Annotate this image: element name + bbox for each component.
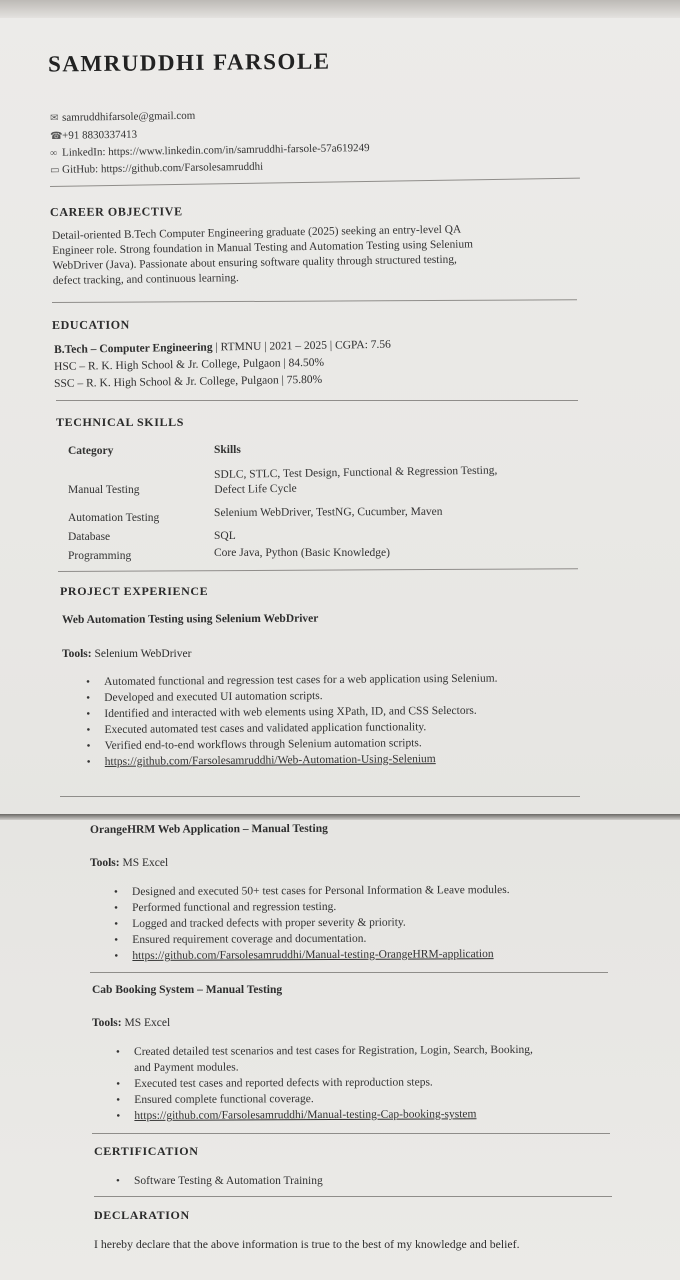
objective-line: Detail-oriented B.Tech Computer Engineering graduate (2025) seeking an entry-level QA — [52, 223, 462, 242]
career-objective-text — [52, 221, 593, 289]
skills-value: Selenium WebDriver, TestNG, Cucumber, Maven — [214, 505, 443, 519]
skills-category: Manual Testing — [68, 484, 140, 496]
project-title: OrangeHRM Web Application – Manual Testing — [90, 822, 328, 836]
list-item: • Automated functional and regression test cases for a web application using Selenium. — [104, 671, 498, 690]
project-bullets — [104, 671, 498, 770]
list-item: • Executed automated test cases and validated application functionality. — [104, 719, 498, 738]
list-item: • Ensured requirement coverage and documentation. — [132, 930, 510, 948]
github-icon: ▭ — [50, 164, 60, 176]
certification-list — [134, 1173, 323, 1189]
education-btech: B.Tech – Computer Engineering | RTMNU | 2021 – 2025 | CGPA: 7.56 — [54, 338, 391, 356]
education-hsc: HSC – R. K. High School & Jr. College, Pulgaon | 84.50% — [54, 356, 325, 373]
project-bullets — [134, 1042, 533, 1124]
contact-github[interactable]: ▭ GitHub: https://github.com/Farsolesamruddhi — [50, 160, 264, 176]
technical-skills-heading: TECHNICAL SKILLS — [56, 415, 184, 429]
divider — [58, 568, 578, 572]
list-item: • Performed functional and regression testing. — [132, 898, 510, 916]
project-link[interactable]: • https://github.com/Farsolesamruddhi/Manual-testing-OrangeHRM-application — [132, 946, 510, 964]
list-item: • Executed test cases and reported defects with reproduction steps. — [134, 1074, 533, 1092]
education-heading: EDUCATION — [52, 317, 130, 332]
objective-line: WebDriver (Java). Passionate about ensuring software quality through structured testing, — [52, 253, 457, 272]
divider — [52, 299, 577, 303]
divider — [56, 400, 578, 401]
contact-phone: ☎+91 8830337413 — [50, 128, 138, 142]
skills-category: Automation Testing — [68, 512, 160, 524]
list-item: • Identified and interacted with web elements using XPath, ID, and CSS Selectors. — [104, 703, 498, 722]
candidate-name: SAMRUDDHI FARSOLE — [47, 48, 331, 77]
divider — [50, 178, 580, 187]
skills-value: Core Java, Python (Basic Knowledge) — [214, 547, 390, 559]
skills-category: Database — [68, 531, 111, 543]
declaration-heading: DECLARATION — [94, 1208, 190, 1222]
contact-email[interactable]: ✉ samruddhifarsole@gmail.com — [50, 109, 196, 124]
list-item: • Verified end-to-end workflows through Selenium automation scripts. — [105, 735, 499, 754]
list-item: • Software Testing & Automation Training — [134, 1173, 323, 1189]
list-item: • Developed and executed UI automation scripts. — [104, 687, 498, 706]
project-title: Web Automation Testing using Selenium WebDriver — [62, 612, 319, 626]
skills-value: SDLC, STLC, Test Design, Functional & Regression Testing, Defect Life Cycle — [214, 464, 498, 496]
objective-line: defect tracking, and continuous learning. — [52, 272, 239, 287]
divider — [92, 1133, 610, 1134]
skills-value: SQL — [214, 530, 236, 542]
email-icon: ✉ — [50, 112, 59, 124]
list-item: • Created detailed test scenarios and test cases for Registration, Login, Search, Booking, — [134, 1042, 533, 1060]
paper-top-shadow — [0, 0, 680, 18]
project-tools: Tools: MS Excel — [92, 1017, 171, 1029]
list-item: • Designed and executed 50+ test cases for Personal Information & Leave modules. — [132, 882, 510, 900]
phone-icon: ☎ — [50, 130, 63, 142]
objective-line: Engineer role. Strong foundation in Manual Testing and Automation Testing using Selenium — [52, 238, 474, 257]
declaration-text: I hereby declare that the above information is true to the best of my knowledge and belief. — [94, 1237, 520, 1251]
project-tools: Tools: MS Excel — [90, 857, 169, 869]
list-item: • Logged and tracked defects with proper severity & priority. — [132, 914, 510, 932]
education-ssc: SSC – R. K. High School & Jr. College, Pulgaon | 75.80% — [54, 373, 323, 390]
career-objective-heading: CAREER OBJECTIVE — [50, 204, 183, 219]
skills-col-category: Category — [68, 445, 114, 457]
skills-col-skills: Skills — [214, 444, 241, 456]
divider — [60, 796, 580, 797]
project-title: Cab Booking System – Manual Testing — [92, 984, 283, 996]
project-bullets — [132, 882, 510, 964]
divider — [94, 1196, 612, 1197]
skills-category: Programming — [68, 550, 132, 562]
divider — [90, 972, 608, 973]
list-item: • Ensured complete functional coverage. — [134, 1090, 533, 1108]
project-link[interactable]: • https://github.com/Farsolesamruddhi/Manual-testing-Cap-booking-system — [134, 1106, 533, 1124]
linkedin-icon: ∞ — [50, 147, 58, 159]
project-tools: Tools: Selenium WebDriver — [62, 648, 192, 660]
project-experience-heading: PROJECT EXPERIENCE — [60, 584, 209, 598]
paper-fold-shadow — [0, 814, 680, 820]
list-item-continued: and Payment modules. — [134, 1061, 239, 1074]
project-link[interactable]: • https://github.com/Farsolesamruddhi/Web-Automation-Using-Selenium — [105, 751, 499, 770]
contact-linkedin[interactable]: ∞ LinkedIn: https://www.linkedin.com/in/samruddhi-farsole-57a619249 — [50, 141, 370, 159]
certification-heading: CERTIFICATION — [94, 1144, 199, 1158]
